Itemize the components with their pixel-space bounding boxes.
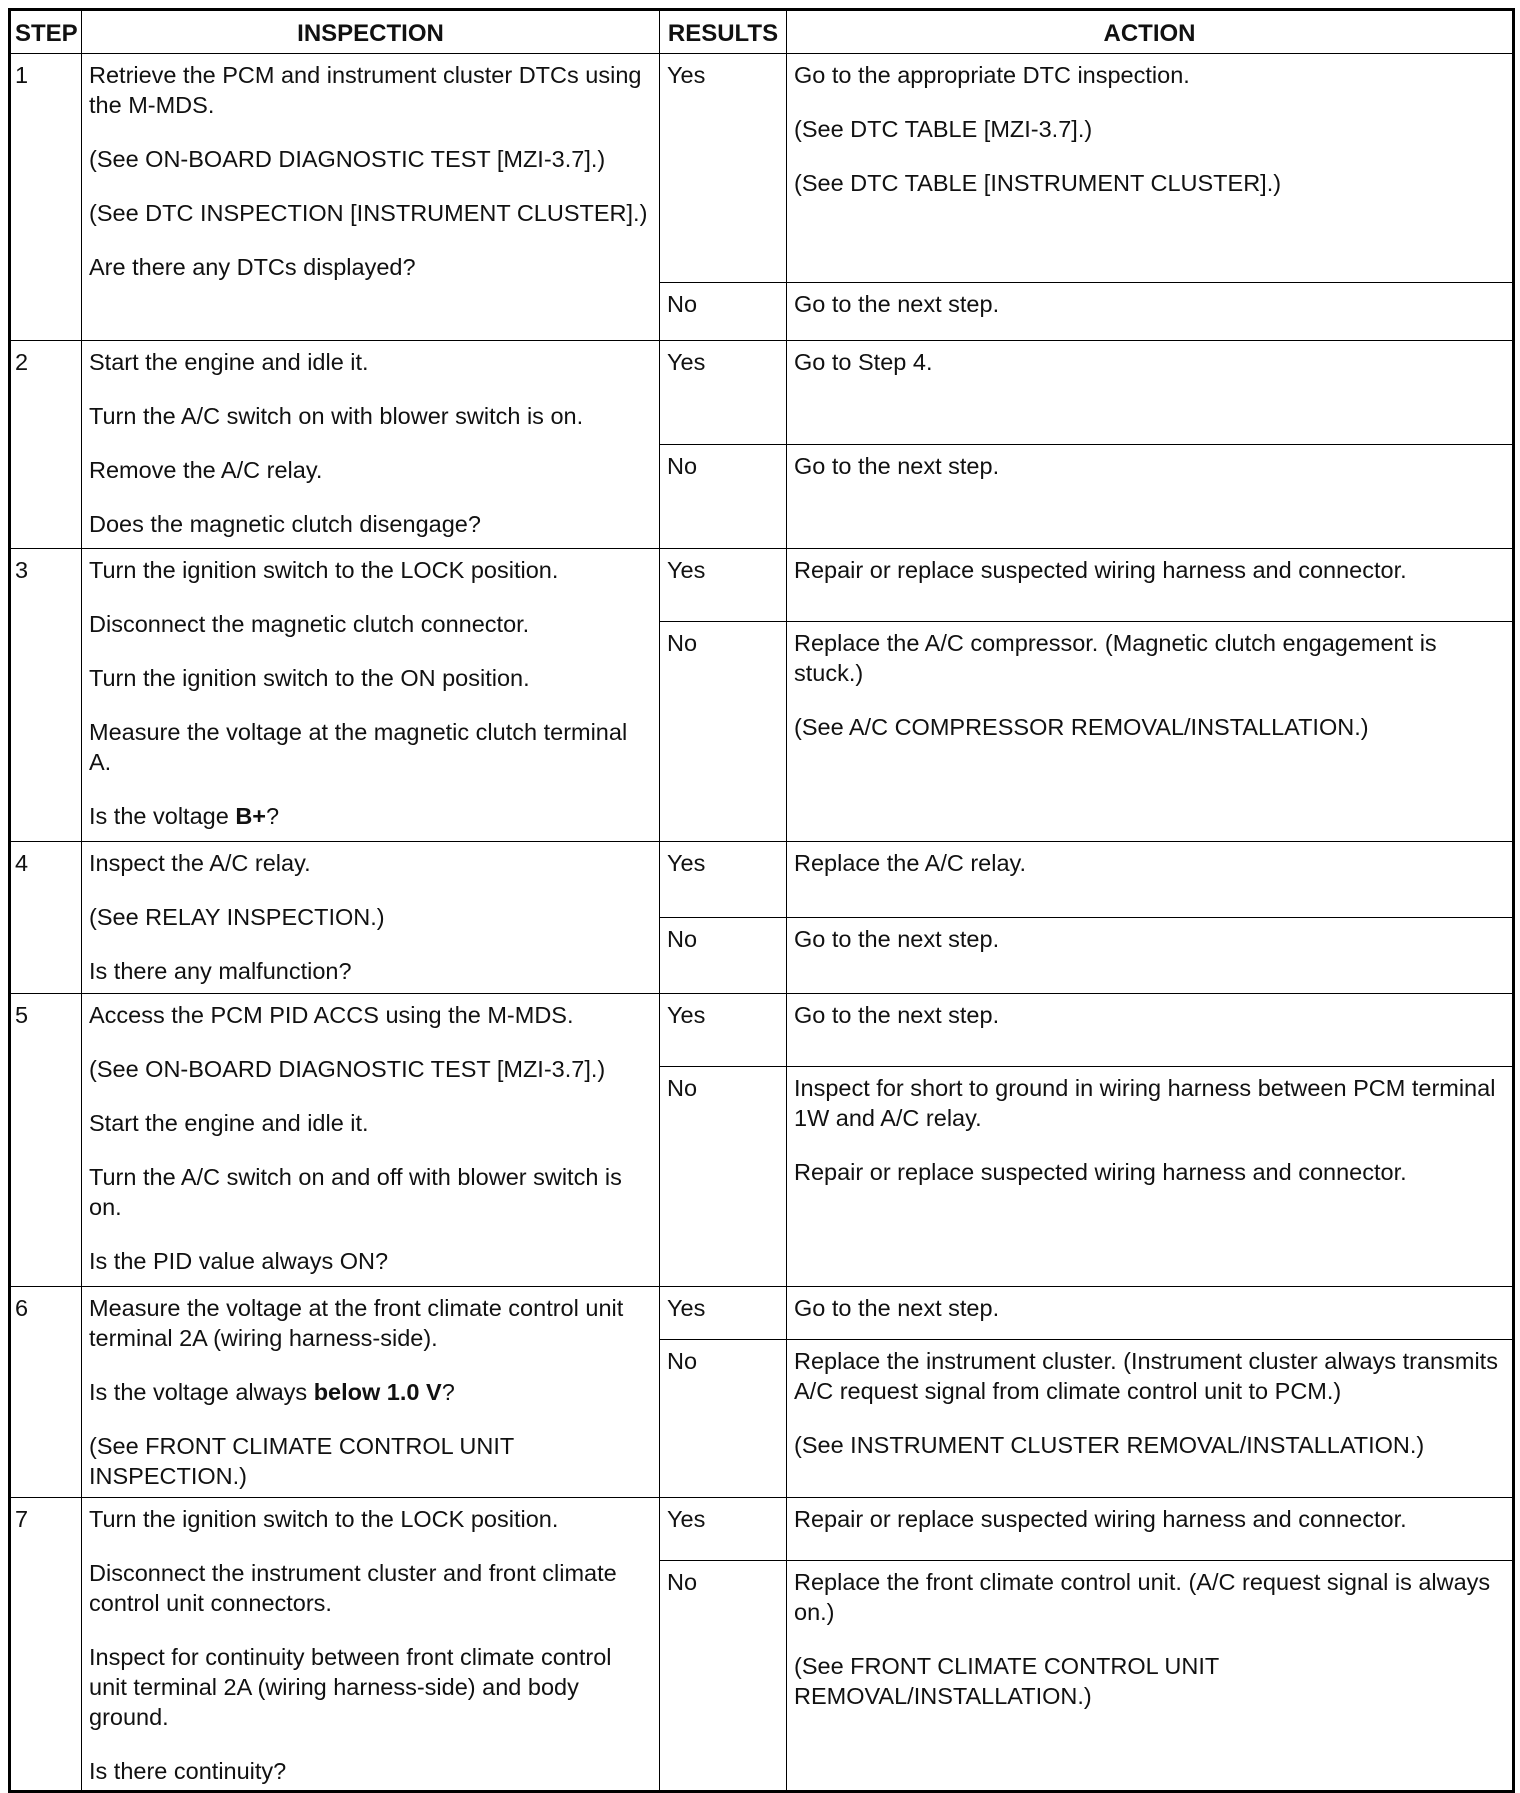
inspection-line: Measure the voltage at the magnetic clutch terminal A. <box>89 719 628 775</box>
step-4-no-action <box>787 918 1514 994</box>
result-yes: Yes <box>660 994 787 1067</box>
step-4-inspection <box>82 842 660 994</box>
inspection-question <box>89 1377 653 1407</box>
inspection-line: Turn the ignition switch to the LOCK position. <box>89 557 559 583</box>
step-1-row-yes <box>10 54 1514 283</box>
action-line: Repair or replace suspected wiring harness and connector. <box>794 1159 1407 1185</box>
step-6-yes-action <box>787 1287 1514 1340</box>
step-6-inspection <box>82 1287 660 1498</box>
action-line: (See FRONT CLIMATE CONTROL UNIT REMOVAL/INSTALLATION.) <box>794 1653 1219 1710</box>
inspection-line: Start the engine and idle it. <box>89 349 369 375</box>
step-3-yes-action <box>787 549 1514 622</box>
inspection-line: (See FRONT CLIMATE CONTROL UNIT INSPECTION.) <box>89 1433 514 1489</box>
result-yes: Yes <box>660 842 787 918</box>
step-6-row-yes <box>10 1287 1514 1340</box>
inspection-line: Turn the ignition switch to the LOCK position. <box>89 1506 559 1532</box>
question-text: Is the voltage <box>89 803 236 829</box>
step-number: 3 <box>10 549 82 842</box>
inspection-line: (See ON-BOARD DIAGNOSTIC TEST [MZI-3.7].) <box>89 146 606 172</box>
inspection-line: Disconnect the instrument cluster and front climate control unit connectors. <box>89 1560 617 1616</box>
action-line: Inspect for short to ground in wiring harness between PCM terminal 1W and A/C relay. <box>794 1075 1496 1131</box>
question-text: Is the voltage always <box>89 1379 314 1405</box>
step-number: 7 <box>10 1498 82 1792</box>
inspection-question: Is there continuity? <box>89 1758 287 1784</box>
inspection-line: Turn the A/C switch on and off with blower switch is on. <box>89 1164 622 1220</box>
step-number: 1 <box>10 54 82 341</box>
action-line: (See DTC TABLE [MZI-3.7].) <box>794 116 1093 142</box>
result-no: No <box>660 445 787 549</box>
inspection-question: Are there any DTCs displayed? <box>89 254 416 280</box>
result-no: No <box>660 1561 787 1792</box>
action-line: Replace the A/C relay. <box>794 850 1027 876</box>
step-1-yes-action <box>787 54 1514 283</box>
inspection-line: Access the PCM PID ACCS using the M-MDS. <box>89 1002 574 1028</box>
diagnostic-table <box>8 8 1515 1793</box>
action-line: Replace the instrument cluster. (Instrument cluster always transmits A/C request signal from climate control unit to PCM.) <box>794 1348 1498 1404</box>
result-yes: Yes <box>660 341 787 445</box>
step-7-inspection <box>82 1498 660 1792</box>
action-line: Go to the appropriate DTC inspection. <box>794 62 1190 88</box>
inspection-question: Is there any malfunction? <box>89 958 352 984</box>
result-no: No <box>660 918 787 994</box>
inspection-line: Turn the ignition switch to the ON position. <box>89 665 530 691</box>
result-no: No <box>660 1340 787 1498</box>
action-line: Go to the next step. <box>794 1295 1000 1321</box>
question-value: below 1.0 V <box>313 1379 442 1405</box>
step-5-no-action <box>787 1067 1514 1287</box>
step-2-no-action <box>787 445 1514 549</box>
action-line: Replace the front climate control unit. (A/C request signal is always on.) <box>794 1569 1491 1626</box>
step-5-row-yes <box>10 994 1514 1067</box>
inspection-line: Remove the A/C relay. <box>89 457 323 483</box>
step-number: 6 <box>10 1287 82 1498</box>
step-number: 5 <box>10 994 82 1287</box>
step-5-yes-action <box>787 994 1514 1067</box>
header-action: ACTION <box>787 10 1514 54</box>
step-1-inspection <box>82 54 660 341</box>
action-line: Repair or replace suspected wiring harness and connector. <box>794 557 1407 583</box>
question-mark: ? <box>266 803 280 829</box>
inspection-line: Turn the A/C switch on with blower switch is on. <box>89 403 584 429</box>
inspection-question <box>89 801 653 831</box>
step-number: 4 <box>10 842 82 994</box>
action-line: (See A/C COMPRESSOR REMOVAL/INSTALLATION.) <box>794 714 1369 740</box>
inspection-line: Start the engine and idle it. <box>89 1110 369 1136</box>
action-line: Go to the next step. <box>794 926 1000 952</box>
inspection-line: (See DTC INSPECTION [INSTRUMENT CLUSTER].) <box>89 200 648 226</box>
result-yes: Yes <box>660 1287 787 1340</box>
step-2-row-yes <box>10 341 1514 445</box>
inspection-question: Does the magnetic clutch disengage? <box>89 511 481 537</box>
result-yes: Yes <box>660 54 787 283</box>
result-no: No <box>660 1067 787 1287</box>
result-no: No <box>660 283 787 341</box>
step-3-row-yes <box>10 549 1514 622</box>
header-row <box>10 10 1514 54</box>
question-mark: ? <box>441 1379 455 1405</box>
step-2-inspection <box>82 341 660 549</box>
header-results: RESULTS <box>660 10 787 54</box>
action-line: Go to the next step. <box>794 1002 1000 1028</box>
action-line: Repair or replace suspected wiring harness and connector. <box>794 1506 1407 1532</box>
step-1-no-action <box>787 283 1514 341</box>
inspection-line: Measure the voltage at the front climate control unit terminal 2A (wiring harness-side). <box>89 1295 624 1351</box>
step-4-yes-action <box>787 842 1514 918</box>
inspection-line: Retrieve the PCM and instrument cluster DTCs using the M-MDS. <box>89 62 642 118</box>
action-line: (See DTC TABLE [INSTRUMENT CLUSTER].) <box>794 170 1282 196</box>
action-line: (See INSTRUMENT CLUSTER REMOVAL/INSTALLATION.) <box>794 1432 1425 1458</box>
step-2-yes-action <box>787 341 1514 445</box>
header-step: STEP <box>10 10 82 54</box>
action-line: Go to the next step. <box>794 453 1000 479</box>
inspection-line: (See ON-BOARD DIAGNOSTIC TEST [MZI-3.7].) <box>89 1056 606 1082</box>
diagnostic-procedure-document <box>8 8 1512 1793</box>
result-yes: Yes <box>660 549 787 622</box>
header-inspection: INSPECTION <box>82 10 660 54</box>
action-line: Go to the next step. <box>794 291 1000 317</box>
result-yes: Yes <box>660 1498 787 1561</box>
action-line: Replace the A/C compressor. (Magnetic clutch engagement is stuck.) <box>794 630 1437 686</box>
step-7-row-yes <box>10 1498 1514 1561</box>
action-line: Go to Step 4. <box>794 349 933 375</box>
step-3-inspection <box>82 549 660 842</box>
inspection-line: (See RELAY INSPECTION.) <box>89 904 385 930</box>
step-4-row-yes <box>10 842 1514 918</box>
step-number: 2 <box>10 341 82 549</box>
step-7-yes-action <box>787 1498 1514 1561</box>
question-value: B+ <box>235 803 267 829</box>
inspection-line: Inspect for continuity between front climate control unit terminal 2A (wiring harness-side) and body ground. <box>89 1644 612 1730</box>
step-7-no-action <box>787 1561 1514 1792</box>
inspection-line: Inspect the A/C relay. <box>89 850 311 876</box>
inspection-question: Is the PID value always ON? <box>89 1248 389 1274</box>
result-no: No <box>660 622 787 842</box>
inspection-line: Disconnect the magnetic clutch connector. <box>89 611 530 637</box>
step-6-no-action <box>787 1340 1514 1498</box>
step-3-no-action <box>787 622 1514 842</box>
step-5-inspection <box>82 994 660 1287</box>
